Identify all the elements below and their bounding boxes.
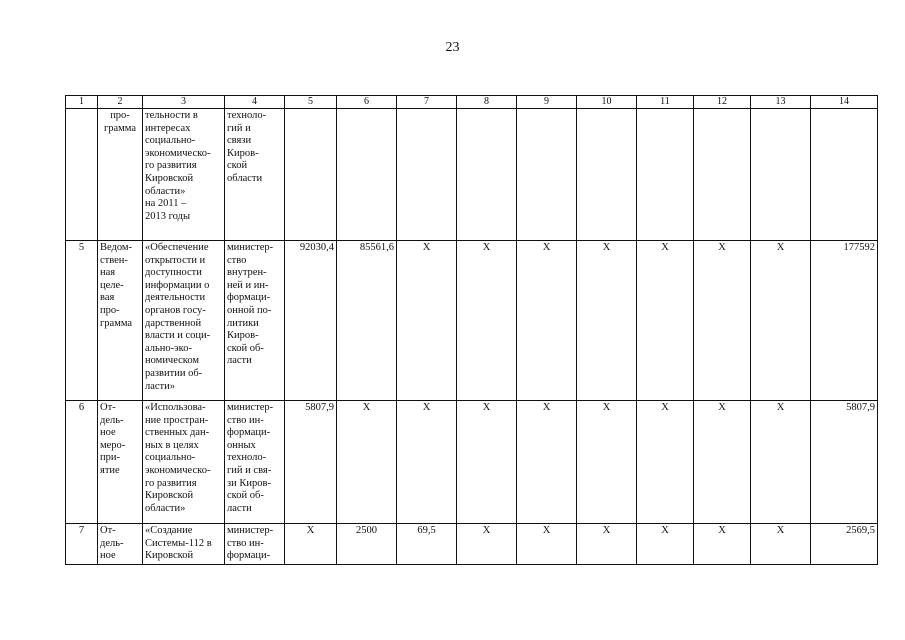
table-row bbox=[66, 524, 878, 565]
col-header: 13 bbox=[751, 96, 811, 109]
col-header: 2 bbox=[98, 96, 143, 109]
value-cell: Х bbox=[694, 524, 751, 565]
col-header: 5 bbox=[285, 96, 337, 109]
col-header: 8 bbox=[457, 96, 517, 109]
table-row bbox=[66, 241, 878, 401]
col-header: 12 bbox=[694, 96, 751, 109]
table-row bbox=[66, 401, 878, 524]
value-cell: Х bbox=[637, 401, 694, 524]
value-cell: Х bbox=[751, 524, 811, 565]
executor: министер- ство ин- формаци- bbox=[225, 524, 285, 565]
value-cell: Х bbox=[694, 241, 751, 401]
value-cell: Х bbox=[457, 401, 517, 524]
total-cell: 5807,9 bbox=[811, 401, 878, 524]
row-number bbox=[66, 109, 98, 241]
col-header: 9 bbox=[517, 96, 577, 109]
col-header: 14 bbox=[811, 96, 878, 109]
executor: техноло- гий и связи Киров- ской области bbox=[225, 109, 285, 241]
value-cell: 5807,9 bbox=[285, 401, 337, 524]
value-cell bbox=[517, 109, 577, 241]
value-cell: Х bbox=[637, 524, 694, 565]
col-header: 4 bbox=[225, 96, 285, 109]
measure-type: От- дель- ное меро- при- ятие bbox=[98, 401, 143, 524]
value-cell bbox=[637, 109, 694, 241]
value-cell: Х bbox=[337, 401, 397, 524]
value-cell: Х bbox=[577, 401, 637, 524]
row-number: 5 bbox=[66, 241, 98, 401]
value-cell: Х bbox=[457, 241, 517, 401]
value-cell: 92030,4 bbox=[285, 241, 337, 401]
value-cell: Х bbox=[457, 524, 517, 565]
value-cell bbox=[577, 109, 637, 241]
value-cell bbox=[457, 109, 517, 241]
value-cell: 85561,6 bbox=[337, 241, 397, 401]
value-cell: Х bbox=[517, 524, 577, 565]
value-cell: 69,5 bbox=[397, 524, 457, 565]
measure-name: «Создание Системы-112 в Кировской bbox=[143, 524, 225, 565]
budget-table bbox=[65, 95, 878, 565]
measure-name: «Использова- ние простран- ственных дан- ных в целях социально- экономическо- го развития Кировской области» bbox=[143, 401, 225, 524]
total-cell: 177592 bbox=[811, 241, 878, 401]
page-number: 23 bbox=[445, 40, 460, 55]
col-header: 7 bbox=[397, 96, 457, 109]
value-cell: 2500 bbox=[337, 524, 397, 565]
col-header: 3 bbox=[143, 96, 225, 109]
col-header: 11 bbox=[637, 96, 694, 109]
value-cell: Х bbox=[694, 401, 751, 524]
table-row bbox=[66, 109, 878, 241]
value-cell: Х bbox=[751, 241, 811, 401]
row-number: 7 bbox=[66, 524, 98, 565]
value-cell: Х bbox=[751, 401, 811, 524]
value-cell: Х bbox=[517, 241, 577, 401]
measure-type: От- дель- ное bbox=[98, 524, 143, 565]
total-cell bbox=[811, 109, 878, 241]
value-cell bbox=[751, 109, 811, 241]
value-cell bbox=[285, 109, 337, 241]
value-cell: Х bbox=[285, 524, 337, 565]
value-cell bbox=[337, 109, 397, 241]
col-header: 1 bbox=[66, 96, 98, 109]
value-cell bbox=[694, 109, 751, 241]
measure-name: «Обеспечение открытости и доступности информации о деятельности органов госу- дарственной власти и соци- ально-эко- номическом развитии об- ласти» bbox=[143, 241, 225, 401]
value-cell bbox=[397, 109, 457, 241]
col-header: 6 bbox=[337, 96, 397, 109]
executor: министер- ство внутрен- ней и ин- формаци- онной по- литики Киров- ской об- ласти bbox=[225, 241, 285, 401]
measure-name: тельности в интересах социально- экономическо- го развития Кировской области» на 2011 – 2013 годы bbox=[143, 109, 225, 241]
value-cell: Х bbox=[517, 401, 577, 524]
row-number: 6 bbox=[66, 401, 98, 524]
column-numbers-row bbox=[66, 96, 878, 109]
value-cell: Х bbox=[577, 524, 637, 565]
col-header: 10 bbox=[577, 96, 637, 109]
total-cell: 2569,5 bbox=[811, 524, 878, 565]
value-cell: Х bbox=[397, 241, 457, 401]
executor: министер- ство ин- формаци- онных техноло- гий и свя- зи Киров- ской об- ласти bbox=[225, 401, 285, 524]
measure-type: про- грамма bbox=[98, 109, 143, 241]
value-cell: Х bbox=[397, 401, 457, 524]
measure-type: Ведом- ствен- ная целе- вая про- грамма bbox=[98, 241, 143, 401]
value-cell: Х bbox=[577, 241, 637, 401]
value-cell: Х bbox=[637, 241, 694, 401]
